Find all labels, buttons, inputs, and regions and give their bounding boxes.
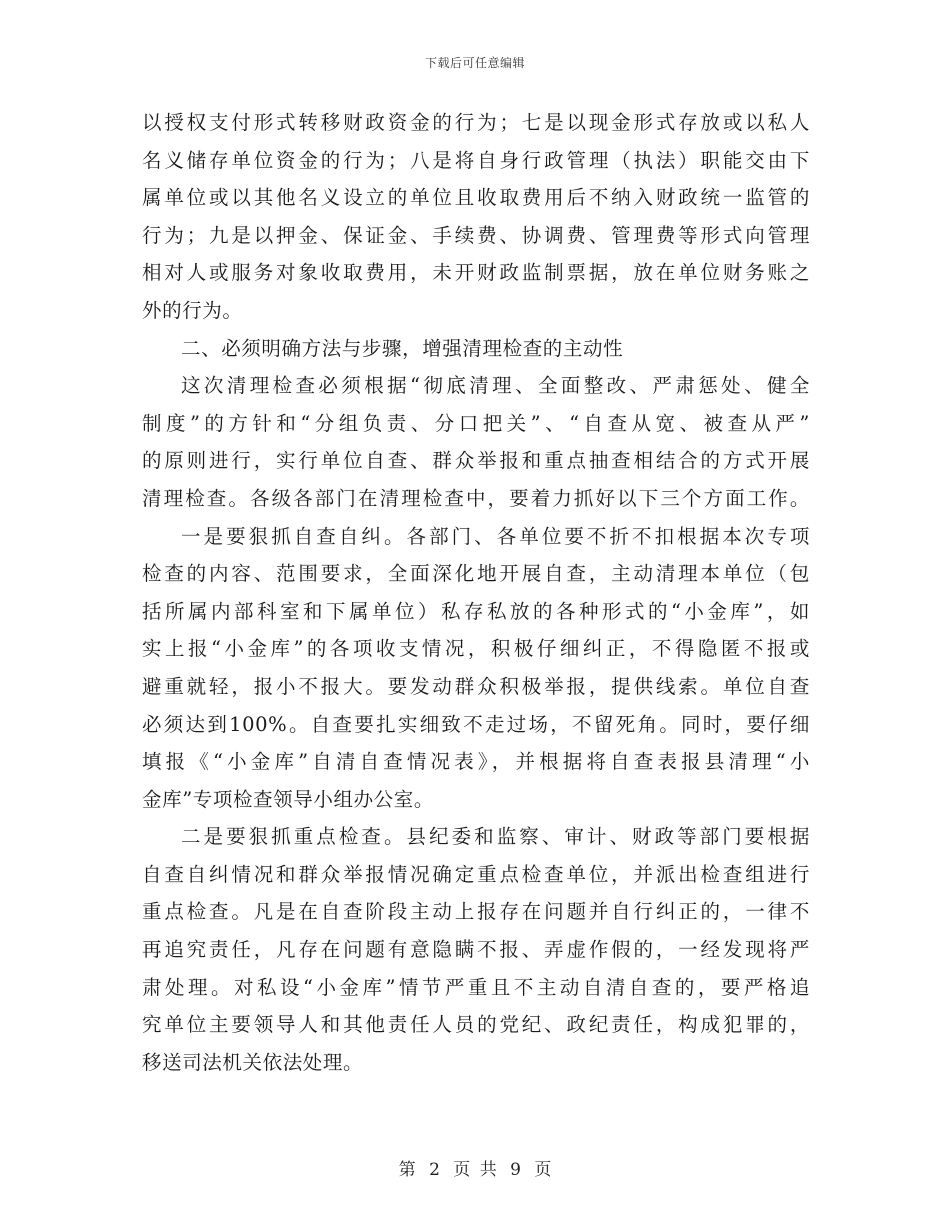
- text-line: 重点检查。凡是在自查阶段主动上报存在问题并自行纠正的，一律不: [142, 900, 810, 924]
- text-line: 实上报“小金库”的各项收支情况，积极仔细纠正，不得隐匿不报或: [142, 637, 810, 661]
- text-line: 一是要狠抓自查自纠。各部门、各单位要不折不扣根据本次专项: [181, 524, 810, 548]
- text-line: 填报《“小金库”自清自查情况表》，并根据将自查表报县清理“小: [142, 750, 810, 774]
- current-page-number: 2: [429, 1160, 440, 1180]
- page-header: 下载后可任意编辑: [424, 56, 525, 70]
- text-line: 属单位或以其他名义设立的单位且收取费用后不纳入财政统一监管的: [142, 186, 810, 210]
- text-line: 行为；九是以押金、保证金、手续费、协调费、管理费等形式向管理: [142, 223, 810, 247]
- page-footer: [0, 1155, 950, 1180]
- text-line: 肃处理。对私设“小金库”情节严重且不主动自清自查的，要严格追: [142, 975, 810, 999]
- text-line: 避重就轻，报小不报大。要发动群众积极举报，提供线索。单位自查: [142, 674, 810, 698]
- text-line: 名义储存单位资金的行为；八是将自身行政管理（执法）职能交由下: [142, 148, 810, 172]
- text-line: 移送司法机关依法处理。: [142, 1050, 364, 1074]
- footer-middle: 页 共: [453, 1160, 497, 1180]
- text-line: 必须达到100%。自查要扎实细致不走过场，不留死角。同时，要仔细: [142, 712, 810, 736]
- text-line: 检查的内容、范围要求，全面深化地开展自查，主动清理本单位（包: [142, 562, 810, 586]
- text-line: 再追究责任，凡存在问题有意隐瞒不报、弄虚作假的，一经发现将严: [142, 938, 810, 962]
- text-line: 金库”专项检查领导小组办公室。: [142, 787, 434, 811]
- text-line: 自查自纠情况和群众举报情况确定重点检查单位，并派出检查组进行: [142, 862, 810, 886]
- text-line: 括所属内部科室和下属单位）私存私放的各种形式的“小金库”，如: [142, 599, 810, 623]
- text-line: 相对人或服务对象收取费用，未开财政监制票据，放在单位财务账之: [142, 261, 810, 285]
- text-line: 清理检查。各级各部门在清理检查中，要着力抓好以下三个方面工作。: [142, 486, 810, 510]
- text-line: 外的行为。: [142, 298, 243, 322]
- section-heading: 二、必须明确方法与步骤，增强清理检查的主动性: [181, 336, 624, 360]
- footer-suffix: 页: [534, 1160, 552, 1180]
- footer-prefix: 第: [398, 1160, 416, 1180]
- text-line: 制度”的方针和“分组负责、分口把关”、“自查从宽、被查从严”: [142, 411, 810, 435]
- text-line: 的原则进行，实行单位自查、群众举报和重点抽查相结合的方式开展: [142, 449, 810, 473]
- text-line: 二是要狠抓重点检查。县纪委和监察、审计、财政等部门要根据: [181, 825, 810, 849]
- text-line: 究单位主要领导人和其他责任人员的党纪、政纪责任，构成犯罪的，: [142, 1013, 810, 1037]
- document-body: [142, 104, 810, 1081]
- text-line: 以授权支付形式转移财政资金的行为；七是以现金形式存放或以私人: [142, 111, 810, 134]
- text-line: 这次清理检查必须根据“彻底清理、全面整改、严肃惩处、健全: [181, 374, 810, 398]
- total-page-count: 9: [510, 1160, 521, 1180]
